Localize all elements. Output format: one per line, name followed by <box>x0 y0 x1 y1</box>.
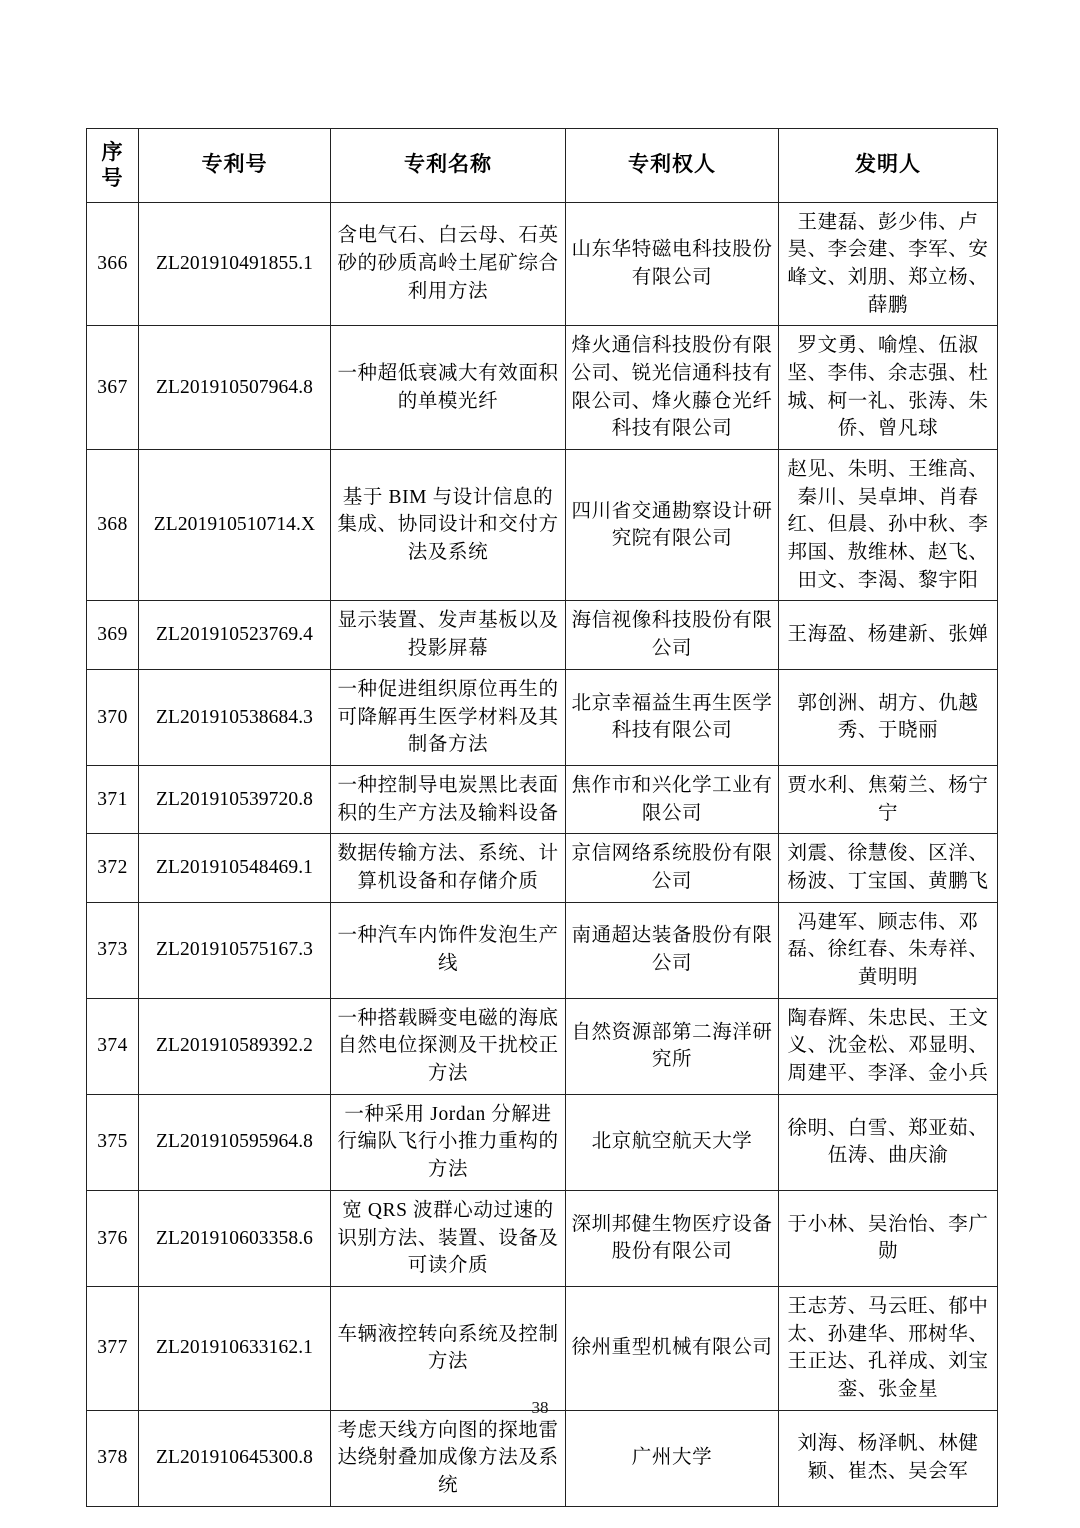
cell-sequence-number: 377 <box>87 1286 139 1410</box>
cell-patent-name: 数据传输方法、系统、计算机设备和存储介质 <box>331 834 566 902</box>
cell-patent-name: 一种促进组织原位再生的可降解再生医学材料及其制备方法 <box>331 669 566 765</box>
cell-patent-number: ZL201910603358.6 <box>139 1190 331 1286</box>
column-header-patentee: 专利权人 <box>566 129 779 203</box>
cell-patentee: 京信网络系统股份有限公司 <box>566 834 779 902</box>
cell-inventors: 徐明、白雪、郑亚茹、伍涛、曲庆渝 <box>779 1094 998 1190</box>
cell-patentee: 深圳邦健生物医疗设备股份有限公司 <box>566 1190 779 1286</box>
column-header-seq-label: 序号 <box>101 140 124 191</box>
table-row <box>87 902 998 998</box>
table-row <box>87 450 998 601</box>
cell-patent-number: ZL201910595964.8 <box>139 1094 331 1190</box>
cell-patent-number: ZL201910575167.3 <box>139 902 331 998</box>
cell-patent-number: ZL201910633162.1 <box>139 1286 331 1410</box>
table-header <box>87 129 998 203</box>
cell-patentee: 山东华特磁电科技股份有限公司 <box>566 202 779 326</box>
cell-patentee: 自然资源部第二海洋研究所 <box>566 998 779 1094</box>
cell-patent-name: 一种超低衰减大有效面积的单模光纤 <box>331 326 566 450</box>
cell-sequence-number: 372 <box>87 834 139 902</box>
cell-inventors: 王海盈、杨建新、张婵 <box>779 601 998 669</box>
cell-patentee: 徐州重型机械有限公司 <box>566 1286 779 1410</box>
table-row <box>87 326 998 450</box>
cell-inventors: 罗文勇、喻煌、伍淑坚、李伟、余志强、杜城、柯一礼、张涛、朱侨、曾凡球 <box>779 326 998 450</box>
cell-patentee: 北京幸福益生再生医学科技有限公司 <box>566 669 779 765</box>
cell-patent-number: ZL201910491855.1 <box>139 202 331 326</box>
cell-patent-name: 基于 BIM 与设计信息的集成、协同设计和交付方法及系统 <box>331 450 566 601</box>
column-header-inventors: 发明人 <box>779 129 998 203</box>
cell-patent-number: ZL201910539720.8 <box>139 765 331 833</box>
cell-sequence-number: 368 <box>87 450 139 601</box>
cell-patent-name: 一种采用 Jordan 分解进行编队飞行小推力重构的方法 <box>331 1094 566 1190</box>
cell-inventors: 陶春辉、朱忠民、王文义、沈金松、邓显明、周建平、李泽、金小兵 <box>779 998 998 1094</box>
cell-patent-name: 一种搭载瞬变电磁的海底自然电位探测及干扰校正方法 <box>331 998 566 1094</box>
patent-table <box>86 128 998 1507</box>
cell-patentee: 广州大学 <box>566 1410 779 1506</box>
cell-inventors: 王建磊、彭少伟、卢昊、李会建、李军、安峰文、刘朋、郑立杨、薛鹏 <box>779 202 998 326</box>
table-row <box>87 1410 998 1506</box>
cell-patentee: 南通超达装备股份有限公司 <box>566 902 779 998</box>
cell-sequence-number: 374 <box>87 998 139 1094</box>
cell-patent-name: 显示装置、发声基板以及投影屏幕 <box>331 601 566 669</box>
cell-inventors: 赵见、朱明、王维高、秦川、吴卓坤、肖春红、但晨、孙中秋、李邦国、敖维林、赵飞、田文、李渴、黎宇阳 <box>779 450 998 601</box>
patent-table-container <box>86 128 997 1507</box>
cell-patent-number: ZL201910538684.3 <box>139 669 331 765</box>
table-row <box>87 202 998 326</box>
cell-sequence-number: 371 <box>87 765 139 833</box>
table-row <box>87 669 998 765</box>
cell-sequence-number: 367 <box>87 326 139 450</box>
table-body <box>87 202 998 1506</box>
table-row <box>87 765 998 833</box>
cell-inventors: 王志芳、马云旺、郁中太、孙建华、邢树华、王正达、孔祥成、刘宝銮、张金星 <box>779 1286 998 1410</box>
cell-sequence-number: 376 <box>87 1190 139 1286</box>
column-header-patent-name: 专利名称 <box>331 129 566 203</box>
column-header-seq <box>87 129 139 203</box>
cell-inventors: 郭创洲、胡方、仇越秀、于晓丽 <box>779 669 998 765</box>
cell-patent-name: 一种控制导电炭黑比表面积的生产方法及输料设备 <box>331 765 566 833</box>
cell-sequence-number: 366 <box>87 202 139 326</box>
cell-sequence-number: 370 <box>87 669 139 765</box>
cell-patentee: 四川省交通勘察设计研究院有限公司 <box>566 450 779 601</box>
page-number: 38 <box>531 1398 549 1417</box>
cell-patent-name: 考虑天线方向图的探地雷达绕射叠加成像方法及系统 <box>331 1410 566 1506</box>
cell-patent-name: 宽 QRS 波群心动过速的识别方法、装置、设备及可读介质 <box>331 1190 566 1286</box>
table-row <box>87 834 998 902</box>
cell-inventors: 于小林、吴治怡、李广勋 <box>779 1190 998 1286</box>
cell-inventors: 刘震、徐慧俊、区洋、杨波、丁宝国、黄鹏飞 <box>779 834 998 902</box>
cell-patent-name: 一种汽车内饰件发泡生产线 <box>331 902 566 998</box>
cell-sequence-number: 375 <box>87 1094 139 1190</box>
table-row <box>87 1094 998 1190</box>
cell-sequence-number: 373 <box>87 902 139 998</box>
cell-sequence-number: 369 <box>87 601 139 669</box>
cell-patent-number: ZL201910523769.4 <box>139 601 331 669</box>
cell-patent-number: ZL201910510714.X <box>139 450 331 601</box>
cell-patent-name: 车辆液控转向系统及控制方法 <box>331 1286 566 1410</box>
table-row <box>87 601 998 669</box>
cell-patent-number: ZL201910645300.8 <box>139 1410 331 1506</box>
table-row <box>87 1286 998 1410</box>
table-row <box>87 1190 998 1286</box>
cell-patentee: 焦作市和兴化学工业有限公司 <box>566 765 779 833</box>
table-row <box>87 998 998 1094</box>
cell-patentee: 海信视像科技股份有限公司 <box>566 601 779 669</box>
cell-inventors: 贾水利、焦菊兰、杨宁宁 <box>779 765 998 833</box>
cell-patent-number: ZL201910548469.1 <box>139 834 331 902</box>
cell-patent-number: ZL201910507964.8 <box>139 326 331 450</box>
cell-inventors: 冯建军、顾志伟、邓磊、徐红春、朱寿祥、黄明明 <box>779 902 998 998</box>
column-header-patent-number: 专利号 <box>139 129 331 203</box>
table-header-row <box>87 129 998 203</box>
cell-sequence-number: 378 <box>87 1410 139 1506</box>
cell-patentee: 北京航空航天大学 <box>566 1094 779 1190</box>
cell-patent-name: 含电气石、白云母、石英砂的砂质高岭土尾矿综合利用方法 <box>331 202 566 326</box>
cell-patent-number: ZL201910589392.2 <box>139 998 331 1094</box>
cell-inventors: 刘海、杨泽帆、林健颖、崔杰、吴会军 <box>779 1410 998 1506</box>
cell-patentee: 烽火通信科技股份有限公司、锐光信通科技有限公司、烽火藤仓光纤科技有限公司 <box>566 326 779 450</box>
